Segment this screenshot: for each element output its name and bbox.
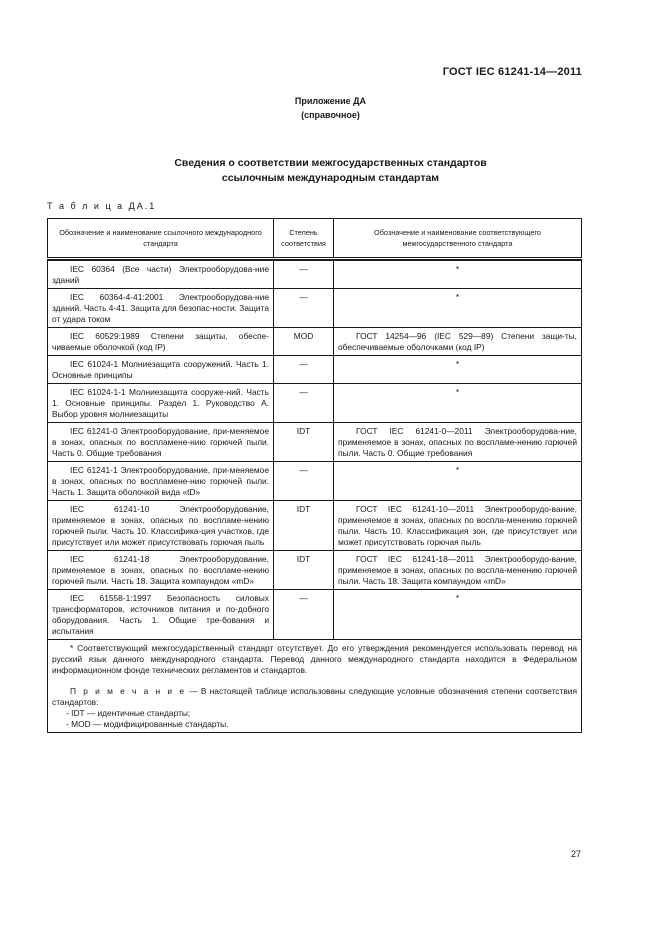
ref-cell: IEC 60364-4-41:2001 Электрооборудова-ние зданий. Часть 4-41. Защита для безопас-ности. Защита от удара током (48, 289, 274, 328)
degree-cell: — (274, 384, 334, 423)
degree-cell: — (274, 462, 334, 501)
table-row (48, 551, 582, 590)
ref-cell: IEC 61024-1-1 Молниезащита сооруже-ний. Часть 1. Основные принципы. Раздел 1. Руководство А. Выбор уровня молниезащиты (48, 384, 274, 423)
degree-cell: IDT (274, 501, 334, 551)
corr-cell: ГОСТ IEC 61241-18—2011 Электрооборудо-вание, применяемое в зонах, опасных по воспла-менению горючей пыли. Часть 18. Защита компаундом «mD» (334, 551, 582, 590)
table-row (48, 501, 582, 551)
ref-cell: IEC 61558-1:1997 Безопасность силовых трансформаторов, источников питания и по-добного оборудования. Часть 1. Общие тре-бования и испытания (48, 590, 274, 640)
note-item-mod: - MOD — модифицированные стандарты. (66, 719, 229, 729)
table-row (48, 328, 582, 356)
table-footer (48, 640, 582, 733)
page-number: 27 (570, 849, 581, 859)
corr-cell: * (334, 462, 582, 501)
corr-cell: * (334, 356, 582, 384)
corr-cell: * (334, 384, 582, 423)
corr-cell: * (334, 261, 582, 289)
section-title (0, 156, 661, 186)
table-caption: Т а б л и ц а ДА.1 (47, 201, 157, 211)
table-row (48, 261, 582, 289)
note-text: — В настоящей таблице использованы следующие условные обозначения степени соответствия стандартов: (52, 686, 577, 707)
table-row (48, 423, 582, 462)
table-row (48, 384, 582, 423)
header-degree: Степень соответствия (274, 219, 334, 259)
degree-cell: — (274, 356, 334, 384)
degree-cell: IDT (274, 423, 334, 462)
table-footnote: * Соответствующий межгосударственный стандарт отсутствует. До его утверждения рекомендуется использовать перевод на русский язык данного международного стандарта. Перевод данного международного стандарта находится в Федеральном информационном фонде технических регламентов и стандартов. (52, 643, 577, 675)
ref-cell: IEC 60364 (Все части) Электрооборудова-ние зданий (48, 261, 274, 289)
degree-cell: IDT (274, 551, 334, 590)
ref-cell: IEC 61241-18 Электрооборудование, применяемое в зонах, опасных по воспламе-нению горючей пыли. Часть 18. Защита компаундом «mD» (48, 551, 274, 590)
table-row (48, 462, 582, 501)
annex-title: Приложение ДА (294, 96, 367, 106)
table-row (48, 590, 582, 640)
corr-cell: ГОСТ 14254—96 (IEC 529—89) Степени защи-ты, обеспечиваемые оболочками (код IP) (334, 328, 582, 356)
annex-kind: (справочное) (301, 110, 360, 120)
ref-cell: IEC 61241-0 Электрооборудование, при-меняемое в зонах, опасных по воспламене-нию горючей пыли. Часть 0. Общие требования (48, 423, 274, 462)
table-footer-row (48, 640, 582, 733)
table-row (48, 289, 582, 328)
note-lead: П р и м е ч а н и е (70, 686, 186, 696)
corr-cell: ГОСТ IEC 61241-0—2011 Электрооборудова-ние, применяемое в зонах, опасных по воспламе-нению горючей пыли. Часть 0. Общие требования (334, 423, 582, 462)
ref-cell: IEC 60529:1989 Степени защиты, обеспе-чиваемые оболочкой (код IP) (48, 328, 274, 356)
header-ref: Обозначение и наименование ссылочного международного стандарта (48, 219, 274, 259)
section-title-line1: Сведения о соответствии межгосударственных стандартов (174, 157, 487, 169)
ref-cell: IEC 61241-10 Электрооборудование, применяемое в зонах, опасных по воспламе-нению горючей пыли. Часть 10. Классифика-ция участков, где присутствует или может присутствовать горючая пыль (48, 501, 274, 551)
section-title-line2: ссылочным международным стандартам (221, 172, 440, 184)
degree-cell: — (274, 590, 334, 640)
correspondence-table (47, 218, 582, 733)
ref-cell: IEC 61024-1 Молниезащита сооружений. Часть 1. Основные принципы (48, 356, 274, 384)
degree-cell: — (274, 261, 334, 289)
table-note (52, 686, 577, 708)
standard-code: ГОСТ IEC 61241-14—2011 (442, 66, 582, 78)
note-item-idt: - IDT — идентичные стандарты; (66, 708, 191, 718)
ref-cell: IEC 61241-1 Электрооборудование, при-меняемое в зонах, опасных по воспламене-нию горючей пыли. Часть 1. Защита оболочкой вида «tD» (48, 462, 274, 501)
corr-cell: ГОСТ IEC 61241-10—2011 Электрооборудо-вание, применяемое в зонах, опасных по воспла-менению горючей пыли. Часть 10. Классификация зон, где присутствует или может присутствовать горючая пыль (334, 501, 582, 551)
table-header-row (48, 219, 582, 259)
corr-cell: * (334, 289, 582, 328)
degree-cell: — (274, 289, 334, 328)
table-row (48, 356, 582, 384)
header-corr: Обозначение и наименование соответствующего межгосударственного стандарта (334, 219, 582, 259)
degree-cell: MOD (274, 328, 334, 356)
corr-cell: * (334, 590, 582, 640)
